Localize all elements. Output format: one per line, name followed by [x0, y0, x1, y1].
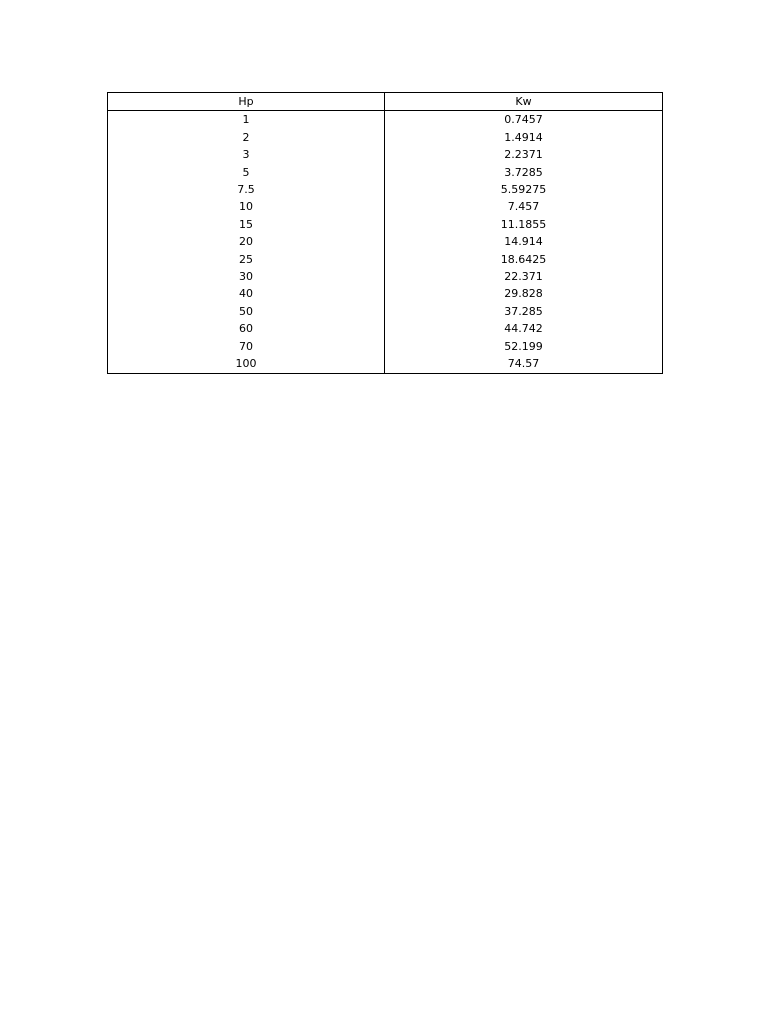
- cell-hp: 2: [108, 129, 385, 146]
- table-row: [108, 198, 663, 215]
- cell-hp: 50: [108, 303, 385, 320]
- header-kw: Kw: [385, 93, 663, 111]
- cell-kw: 0.7457: [385, 111, 663, 129]
- table-row: [108, 303, 663, 320]
- table-row: [108, 164, 663, 181]
- header-hp: Hp: [108, 93, 385, 111]
- cell-hp: 1: [108, 111, 385, 129]
- hp-kw-conversion-table: [107, 92, 663, 374]
- table-row: [108, 129, 663, 146]
- table-row: [108, 216, 663, 233]
- header-row: [108, 93, 663, 111]
- cell-hp: 40: [108, 285, 385, 302]
- cell-kw: 74.57: [385, 355, 663, 373]
- table-row: [108, 233, 663, 250]
- table-row: [108, 146, 663, 163]
- cell-hp: 5: [108, 164, 385, 181]
- table-row: [108, 320, 663, 337]
- cell-hp: 10: [108, 198, 385, 215]
- cell-kw: 2.2371: [385, 146, 663, 163]
- table-row: [108, 181, 663, 198]
- cell-hp: 7.5: [108, 181, 385, 198]
- cell-hp: 30: [108, 268, 385, 285]
- cell-hp: 25: [108, 251, 385, 268]
- table-row: [108, 251, 663, 268]
- cell-hp: 70: [108, 338, 385, 355]
- cell-hp: 60: [108, 320, 385, 337]
- table-header: [108, 93, 663, 111]
- cell-hp: 20: [108, 233, 385, 250]
- cell-kw: 29.828: [385, 285, 663, 302]
- cell-kw: 7.457: [385, 198, 663, 215]
- cell-kw: 3.7285: [385, 164, 663, 181]
- cell-kw: 44.742: [385, 320, 663, 337]
- cell-kw: 52.199: [385, 338, 663, 355]
- cell-hp: 100: [108, 355, 385, 373]
- cell-hp: 3: [108, 146, 385, 163]
- cell-kw: 5.59275: [385, 181, 663, 198]
- table-row: [108, 285, 663, 302]
- cell-kw: 18.6425: [385, 251, 663, 268]
- table-row: [108, 111, 663, 129]
- table-row: [108, 268, 663, 285]
- cell-kw: 14.914: [385, 233, 663, 250]
- cell-kw: 22.371: [385, 268, 663, 285]
- cell-hp: 15: [108, 216, 385, 233]
- table-row: [108, 355, 663, 373]
- table-row: [108, 338, 663, 355]
- cell-kw: 37.285: [385, 303, 663, 320]
- cell-kw: 11.1855: [385, 216, 663, 233]
- table-body: [108, 111, 663, 373]
- cell-kw: 1.4914: [385, 129, 663, 146]
